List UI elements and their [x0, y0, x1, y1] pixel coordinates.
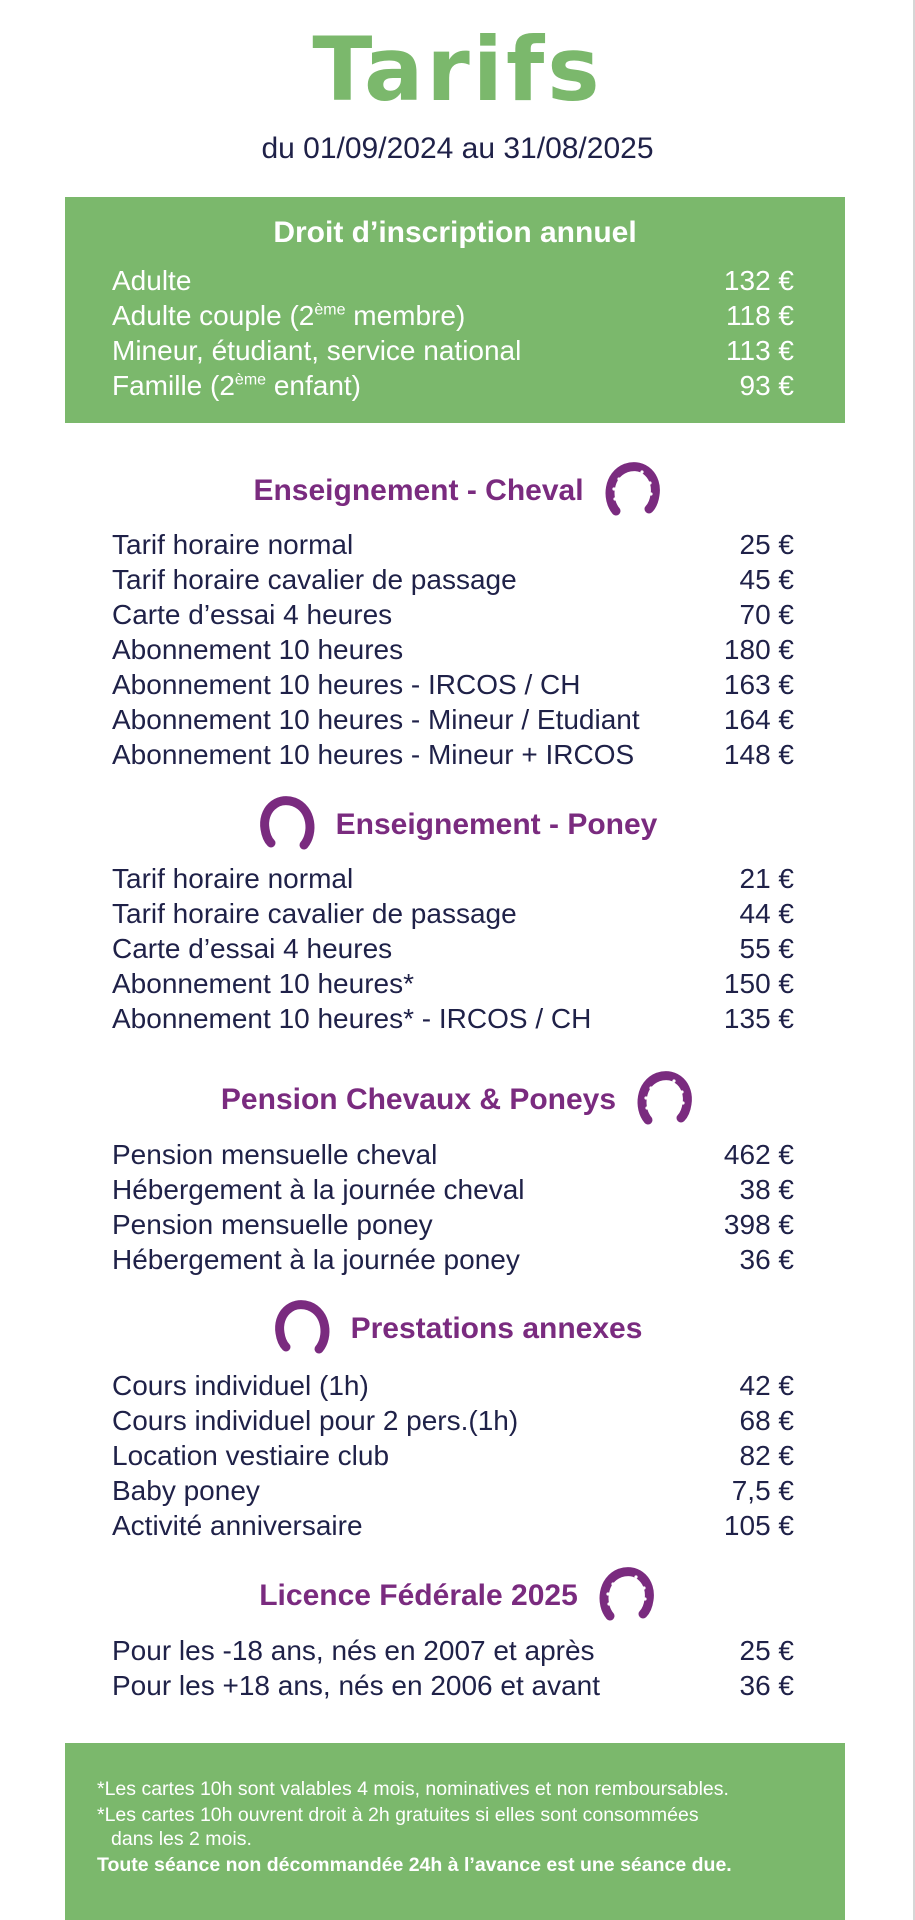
- note-validity: *Les cartes 10h sont valables 4 mois, nominatives et non remboursables.: [97, 1778, 729, 1800]
- row-label: Carte d’essai 4 heures: [112, 598, 393, 630]
- price-row: [112, 1403, 794, 1438]
- row-label: Tarif horaire normal: [112, 528, 354, 560]
- note-free-hours: *Les cartes 10h ouvrent droit à 2h gratuites si elles sont consommées: [97, 1804, 699, 1826]
- price-row: [112, 1668, 794, 1703]
- row-price: 113 €: [726, 334, 794, 366]
- section-title-poney: [0, 795, 915, 855]
- price-row: [112, 1633, 794, 1668]
- row-price: 44 €: [739, 897, 794, 929]
- horseshoe-icon: [258, 795, 318, 855]
- row-price: 150 €: [723, 967, 794, 999]
- row-price: 25 €: [739, 528, 794, 560]
- row-label: Abonnement 10 heures: [112, 633, 404, 665]
- price-row: [112, 1368, 794, 1403]
- row-price: 36 €: [739, 1243, 794, 1275]
- row-label: Carte d’essai 4 heures: [112, 932, 393, 964]
- price-row: [112, 1001, 794, 1036]
- section-title-cheval: [0, 461, 915, 521]
- price-row: [112, 1508, 794, 1543]
- row-price: 135 €: [723, 1002, 794, 1034]
- row-price: 55 €: [739, 932, 794, 964]
- price-row: [112, 896, 794, 931]
- horseshoe-icon: [273, 1299, 333, 1359]
- row-label: Hébergement à la journée poney: [112, 1243, 520, 1275]
- row-price: 118 €: [726, 299, 794, 331]
- price-row: [112, 1438, 794, 1473]
- inscription-title: Droit d’inscription annuel: [273, 216, 637, 249]
- row-label: Pour les +18 ans, nés en 2006 et avant: [112, 1669, 601, 1701]
- row-label: Pension mensuelle poney: [112, 1208, 433, 1240]
- section-title-licence: [0, 1566, 915, 1626]
- row-label-sup: ème: [234, 371, 267, 389]
- row-price: 398 €: [723, 1208, 794, 1240]
- price-row: [112, 737, 794, 772]
- section-title-annexes: [0, 1299, 915, 1359]
- page-title: Tarifs: [312, 18, 603, 121]
- row-price: 163 €: [723, 668, 794, 700]
- price-row: [112, 333, 794, 368]
- price-row: [112, 527, 794, 562]
- price-row: [112, 263, 794, 298]
- row-price: 45 €: [739, 563, 794, 595]
- price-row: [112, 632, 794, 667]
- horseshoe-icon: [596, 1566, 656, 1626]
- horseshoe-icon: [634, 1070, 694, 1130]
- row-label-end: enfant): [266, 369, 361, 401]
- row-price: 38 €: [739, 1173, 794, 1205]
- price-row: [112, 702, 794, 737]
- price-row: [112, 562, 794, 597]
- row-label: Tarif horaire cavalier de passage: [112, 563, 517, 595]
- section-title-text: Enseignement - Cheval: [253, 474, 584, 507]
- price-row: [112, 597, 794, 632]
- row-label: Abonnement 10 heures*: [112, 967, 414, 999]
- row-label: Baby poney: [112, 1474, 260, 1506]
- price-row: [112, 298, 794, 333]
- row-price: 105 €: [723, 1509, 794, 1541]
- price-row: [112, 861, 794, 896]
- row-label: Abonnement 10 heures - Mineur + IRCOS: [112, 738, 635, 770]
- row-price: 462 €: [723, 1138, 794, 1170]
- row-label: Tarif horaire normal: [112, 862, 354, 894]
- row-label-end: membre): [345, 299, 466, 331]
- price-row: [112, 1172, 794, 1207]
- row-label: Pension mensuelle cheval: [112, 1138, 438, 1170]
- row-price: 93 €: [739, 369, 794, 401]
- row-label: Adulte: [112, 264, 192, 296]
- row-label-sup: ème: [314, 301, 346, 319]
- horseshoe-icon: [602, 461, 662, 521]
- row-price: 132 €: [723, 264, 794, 296]
- row-label-start: Famille (2: [112, 369, 235, 401]
- inscription-box: [65, 197, 845, 423]
- section-title-text: Licence Fédérale 2025: [259, 1579, 578, 1612]
- price-row: [112, 1473, 794, 1508]
- row-price: 180 €: [723, 633, 794, 665]
- row-price: 36 €: [739, 1669, 794, 1701]
- row-price: 21 €: [739, 862, 794, 894]
- section-title-pension: [0, 1070, 915, 1130]
- row-label: Abonnement 10 heures - IRCOS / CH: [112, 668, 581, 700]
- row-price: 25 €: [739, 1634, 794, 1666]
- row-label: Tarif horaire cavalier de passage: [112, 897, 517, 929]
- row-price: 164 €: [723, 703, 794, 735]
- price-row: [112, 1207, 794, 1242]
- price-row: [112, 931, 794, 966]
- row-label: Location vestiaire club: [112, 1439, 390, 1471]
- price-row: [112, 667, 794, 702]
- row-price: 82 €: [739, 1439, 794, 1471]
- row-label: Activité anniversaire: [112, 1509, 363, 1541]
- row-price: 68 €: [739, 1404, 794, 1436]
- row-label: Cours individuel (1h): [112, 1369, 369, 1401]
- row-label: Hébergement à la journée cheval: [112, 1173, 525, 1205]
- price-row: [112, 1137, 794, 1172]
- section-title-text: Enseignement - Poney: [335, 808, 658, 841]
- row-price: 70 €: [739, 598, 794, 630]
- row-label: Mineur, étudiant, service national: [112, 334, 522, 366]
- row-label: [112, 369, 361, 401]
- row-price: 42 €: [739, 1369, 794, 1401]
- row-label: Pour les -18 ans, nés en 2007 et après: [112, 1634, 595, 1666]
- section-title-text: Pension Chevaux & Poneys: [220, 1083, 617, 1116]
- row-label: Abonnement 10 heures* - IRCOS / CH: [112, 1002, 592, 1034]
- price-row: [112, 1242, 794, 1277]
- section-title-text: Prestations annexes: [350, 1312, 643, 1345]
- row-label-start: Adulte couple (2: [112, 299, 315, 331]
- validity-period: du 01/09/2024 au 31/08/2025: [261, 132, 654, 165]
- note-cancellation: Toute séance non décommandée 24h à l’avance est une séance due.: [97, 1854, 732, 1876]
- price-row: [112, 368, 794, 403]
- row-label: Cours individuel pour 2 pers.(1h): [112, 1404, 519, 1436]
- row-label: [112, 299, 466, 331]
- notes-box: [65, 1743, 845, 1920]
- note-free-hours-cont: dans les 2 mois.: [111, 1828, 252, 1850]
- row-price: 148 €: [723, 738, 794, 770]
- row-price: 7,5 €: [731, 1474, 794, 1506]
- price-row: [112, 966, 794, 1001]
- row-label: Abonnement 10 heures - Mineur / Etudiant: [112, 703, 640, 735]
